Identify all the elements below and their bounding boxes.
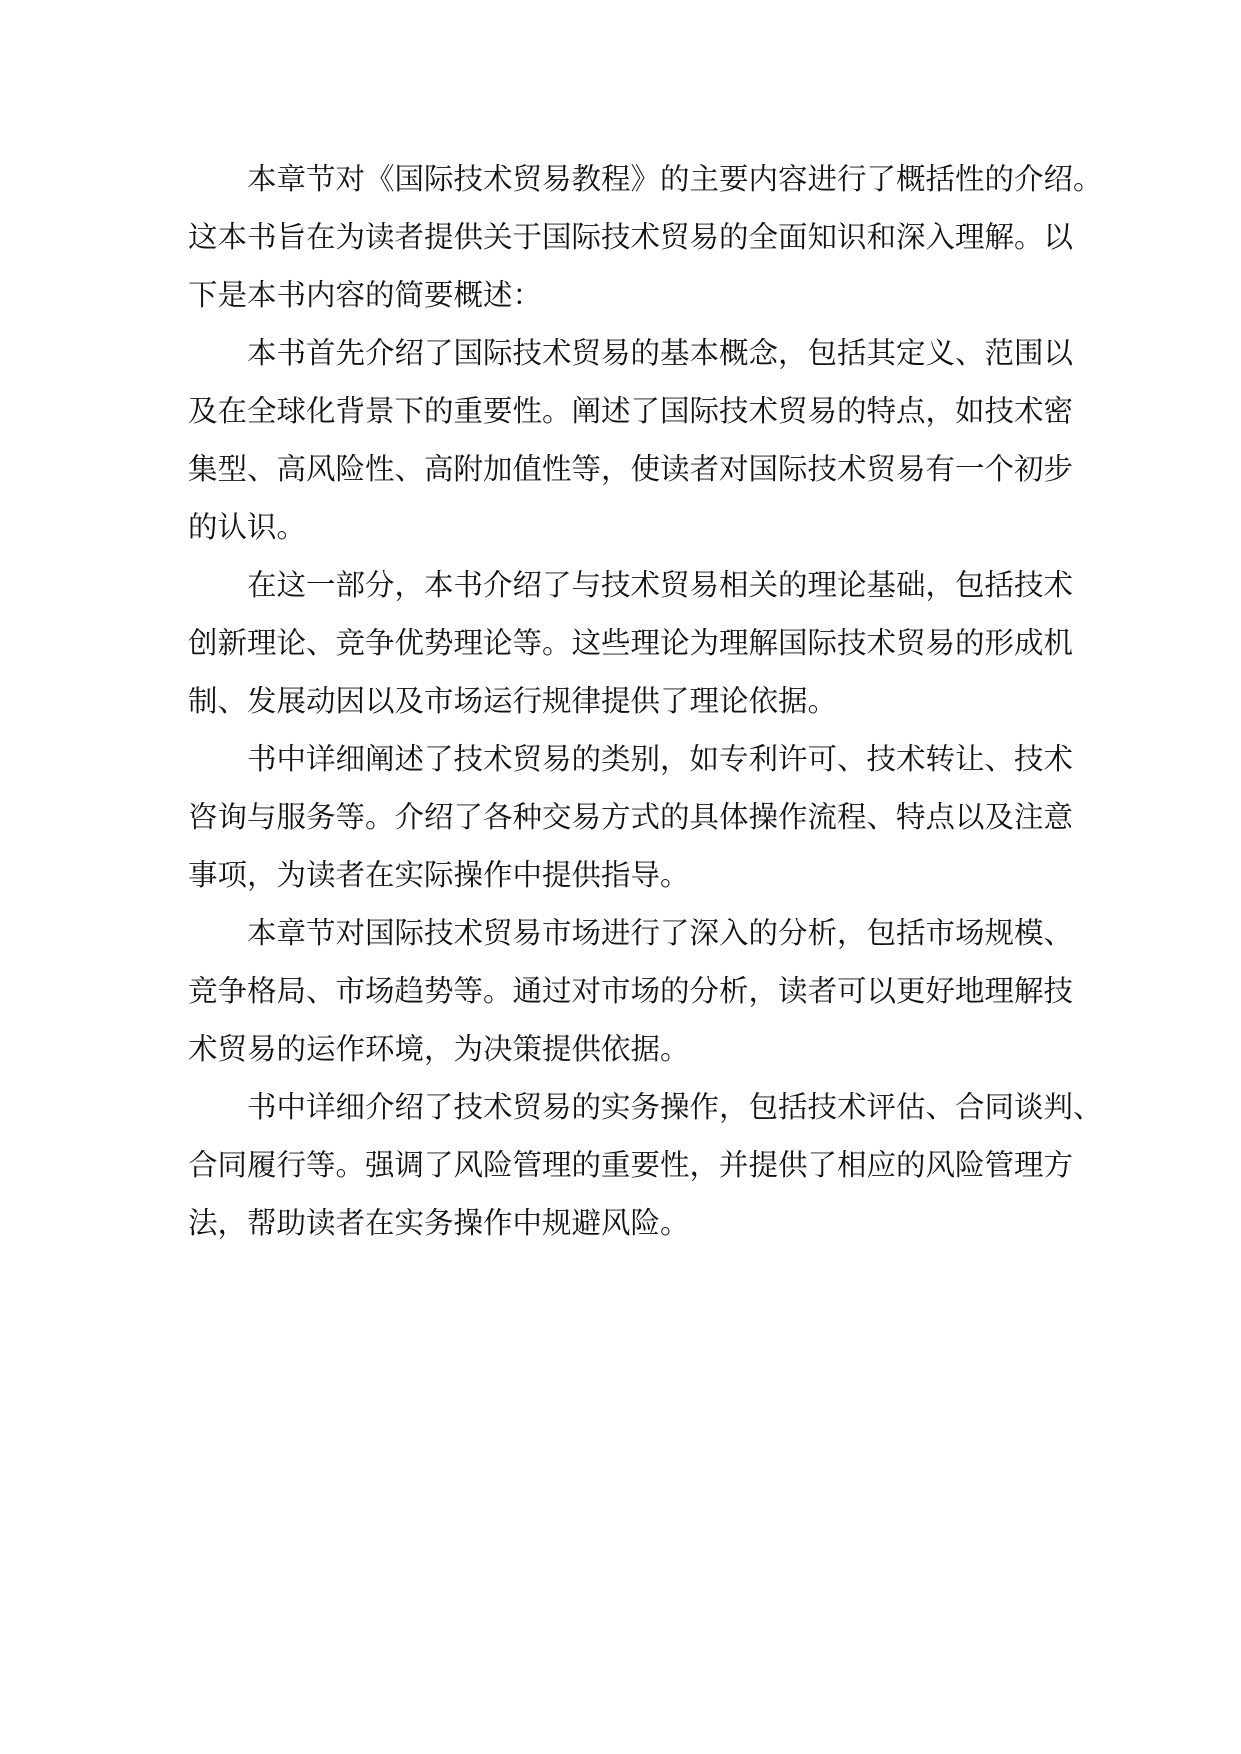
- text-line: 竞争格局、市场趋势等。通过对市场的分析，读者可以更好地理解技: [188, 974, 1074, 1008]
- paragraph-practice: [188, 1078, 1103, 1252]
- text-line: 本章节对《国际技术贸易教程》的主要内容进行了概括性的介绍。: [247, 162, 1103, 196]
- text-line: 及在全球化背景下的重要性。阐述了国际技术贸易的特点，如技术密: [188, 394, 1074, 428]
- text-line: 书中详细阐述了技术贸易的类别，如专利许可、技术转让、技术: [247, 742, 1074, 776]
- paragraph-theory: [188, 556, 1074, 730]
- text-line: 本章节对国际技术贸易市场进行了深入的分析，包括市场规模、: [247, 916, 1074, 950]
- text-line: 集型、高风险性、高附加值性等，使读者对国际技术贸易有一个初步: [188, 452, 1074, 486]
- paragraph-intro: [188, 150, 1103, 324]
- text-line: 事项，为读者在实际操作中提供指导。: [188, 858, 690, 892]
- text-line: 制、发展动因以及市场运行规律提供了理论依据。: [188, 684, 838, 718]
- text-line: 这本书旨在为读者提供关于国际技术贸易的全面知识和深入理解。以: [188, 220, 1074, 254]
- text-line: 本书首先介绍了国际技术贸易的基本概念，包括其定义、范围以: [247, 336, 1074, 370]
- text-line: 法，帮助读者在实务操作中规避风险。: [188, 1206, 690, 1240]
- document-body: [188, 150, 1103, 1252]
- text-line: 书中详细介绍了技术贸易的实务操作，包括技术评估、合同谈判、: [247, 1090, 1103, 1124]
- text-line: 的认识。: [188, 510, 307, 544]
- text-line: 下是本书内容的简要概述：: [188, 278, 543, 312]
- text-line: 咨询与服务等。介绍了各种交易方式的具体操作流程、特点以及注意: [188, 800, 1074, 834]
- text-line: 合同履行等。强调了风险管理的重要性，并提供了相应的风险管理方: [188, 1148, 1074, 1182]
- text-line: 在这一部分，本书介绍了与技术贸易相关的理论基础，包括技术: [247, 568, 1074, 602]
- paragraph-market-analysis: [188, 904, 1074, 1078]
- text-line: 创新理论、竞争优势理论等。这些理论为理解国际技术贸易的形成机: [188, 626, 1074, 660]
- text-line: 术贸易的运作环境，为决策提供依据。: [188, 1032, 690, 1066]
- paragraph-trade-types: [188, 730, 1074, 904]
- paragraph-basic-concepts: [188, 324, 1074, 556]
